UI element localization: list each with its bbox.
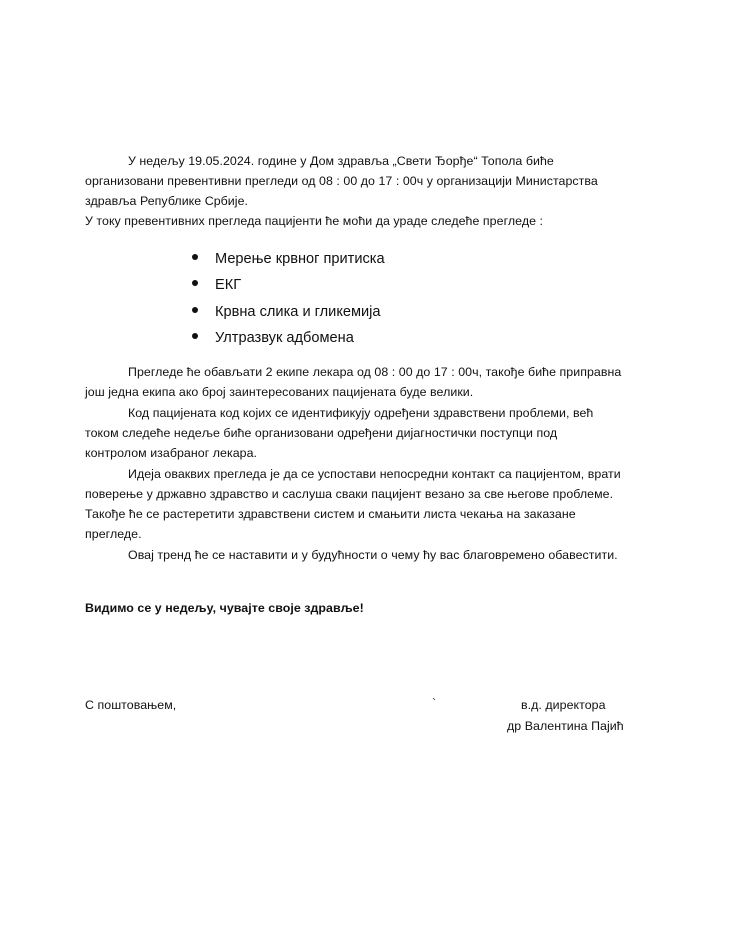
bullet-icon — [192, 333, 198, 339]
exam-label: Крвна слика и гликемија — [215, 304, 381, 320]
trend-line-1: Овај тренд ће се наставити и у будућности о чему ћу вас благовремено обавестити. — [128, 548, 618, 562]
exam-list-item — [192, 273, 241, 297]
exam-list-item — [192, 326, 354, 350]
intro-line-4: У току превентивних прегледа пацијенти ће моћи да ураде следеће прегледе : — [85, 214, 544, 228]
bullet-icon — [192, 280, 198, 286]
idea-line-1: Идеја оваквих прегледа је да се успостави непосредни контакт са пацијентом, врати — [128, 467, 621, 481]
teams-line-1: Прегледе ће обављати 2 екипе лекара од 08 : 00 до 17 : 00ч, такође биће приправна — [128, 365, 622, 379]
exam-label: ЕКГ — [215, 277, 242, 293]
signatory-name: др Валентина Пајић — [507, 719, 624, 733]
idea-line-3: Такође ће се растеретити здравствени систем и смањити листа чекања на заказане — [85, 507, 576, 521]
salutation: С поштовањем, — [85, 698, 177, 712]
followup-line-1: Код пацијената код којих се идентификују одређени здравствени проблеми, већ — [128, 406, 594, 420]
exam-list-item — [192, 247, 385, 271]
bullet-icon — [192, 254, 198, 260]
followup-line-3: контролом изабраног лекара. — [85, 446, 258, 460]
bullet-icon — [192, 307, 198, 313]
intro-line-2: организовани превентивни прегледи од 08 : 00 до 17 : 00ч у организацији Министарства — [85, 174, 598, 188]
intro-line-3: здравља Републике Србије. — [85, 194, 248, 208]
teams-line-2: још једна екипа ако број заинтересованих пацијената буде велики. — [85, 385, 474, 399]
stray-mark: ` — [432, 696, 437, 710]
exam-label: Мерење крвног притиска — [215, 251, 385, 267]
intro-line-1: У недељу 19.05.2024. године у Дом здравља „Свети Ђорђе“ Топола биће — [128, 154, 554, 168]
closing-bold-text: Видимо се у недељу, чувајте своје здравље! — [85, 601, 364, 615]
idea-line-2: поверење у државно здравство и саслуша сваки пацијент везано за све његове проблеме. — [85, 487, 614, 501]
exam-label: Ултразвук адбомена — [215, 330, 354, 346]
followup-line-2: током следеће недеље биће организовани одређени дијагностички поступци под — [85, 426, 558, 440]
exam-list-item — [192, 300, 381, 324]
signatory-title: в.д. директора — [521, 698, 606, 712]
idea-line-4: прегледе. — [85, 527, 142, 541]
